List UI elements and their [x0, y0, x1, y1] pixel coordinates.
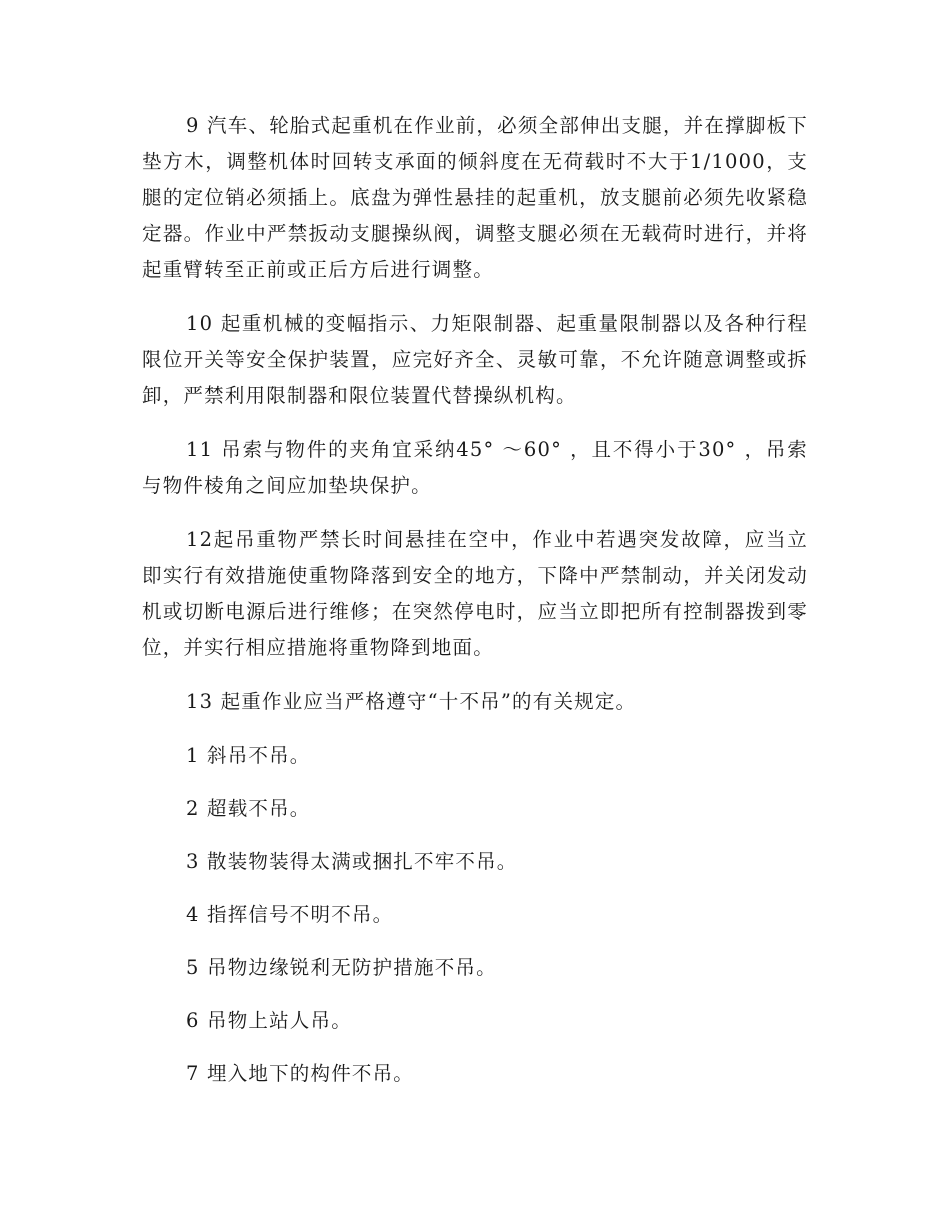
- list-item: 2 超载不吊。: [186, 797, 311, 820]
- paragraph-item-9: 9 汽车、轮胎式起重机在作业前，必须全部伸出支腿，并在撑脚板下垫方木，调整机体时回转支承面的倾斜度在无荷载时不大于1/1000，支腿的定位销必须插上。底盘为弹性悬挂的起重机，放支腿前必须先收紧稳定器。作业中严禁扳动支腿操纵阀，调整支腿必须在无载荷时进行，并将起重臂转至正前或正后方后进行调整。: [142, 114, 808, 281]
- list-item: 3 散装物装得太满或捆扎不牢不吊。: [186, 850, 518, 873]
- document-page: [142, 108, 808, 1109]
- list-item: 6 吊物上站人吊。: [186, 1009, 352, 1032]
- list-item: 4 指挥信号不明不吊。: [186, 903, 394, 926]
- list-item: 1 斜吊不吊。: [186, 744, 311, 767]
- list-item: 7 埋入地下的构件不吊。: [186, 1062, 415, 1085]
- paragraph-item-12: 12起吊重物严禁长时间悬挂在空中，作业中若遇突发故障，应当立即实行有效措施使重物降落到安全的地方，下降中严禁制动，并关闭发动机或切断电源后进行维修；在突然停电时，应当立即把所有控制器拨到零位，并实行相应措施将重物降到地面。: [142, 528, 808, 659]
- paragraph-item-10: 10 起重机械的变幅指示、力矩限制器、起重量限制器以及各种行程限位开关等安全保护装置，应完好齐全、灵敏可靠，不允许随意调整或拆卸，严禁利用限制器和限位装置代替操纵机构。: [142, 312, 808, 407]
- paragraph-item-13: 13 起重作业应当严格遵守“十不吊”的有关规定。: [186, 690, 637, 713]
- ten-no-lift-list: [142, 738, 808, 1092]
- paragraph-item-11: 11 吊索与物件的夹角宜采纳45° ～60° ，且不得小于30° ，吊索与物件棱角之间应加垫块保护。: [142, 438, 808, 497]
- list-item: 5 吊物边缘锐利无防护措施不吊。: [186, 956, 497, 979]
